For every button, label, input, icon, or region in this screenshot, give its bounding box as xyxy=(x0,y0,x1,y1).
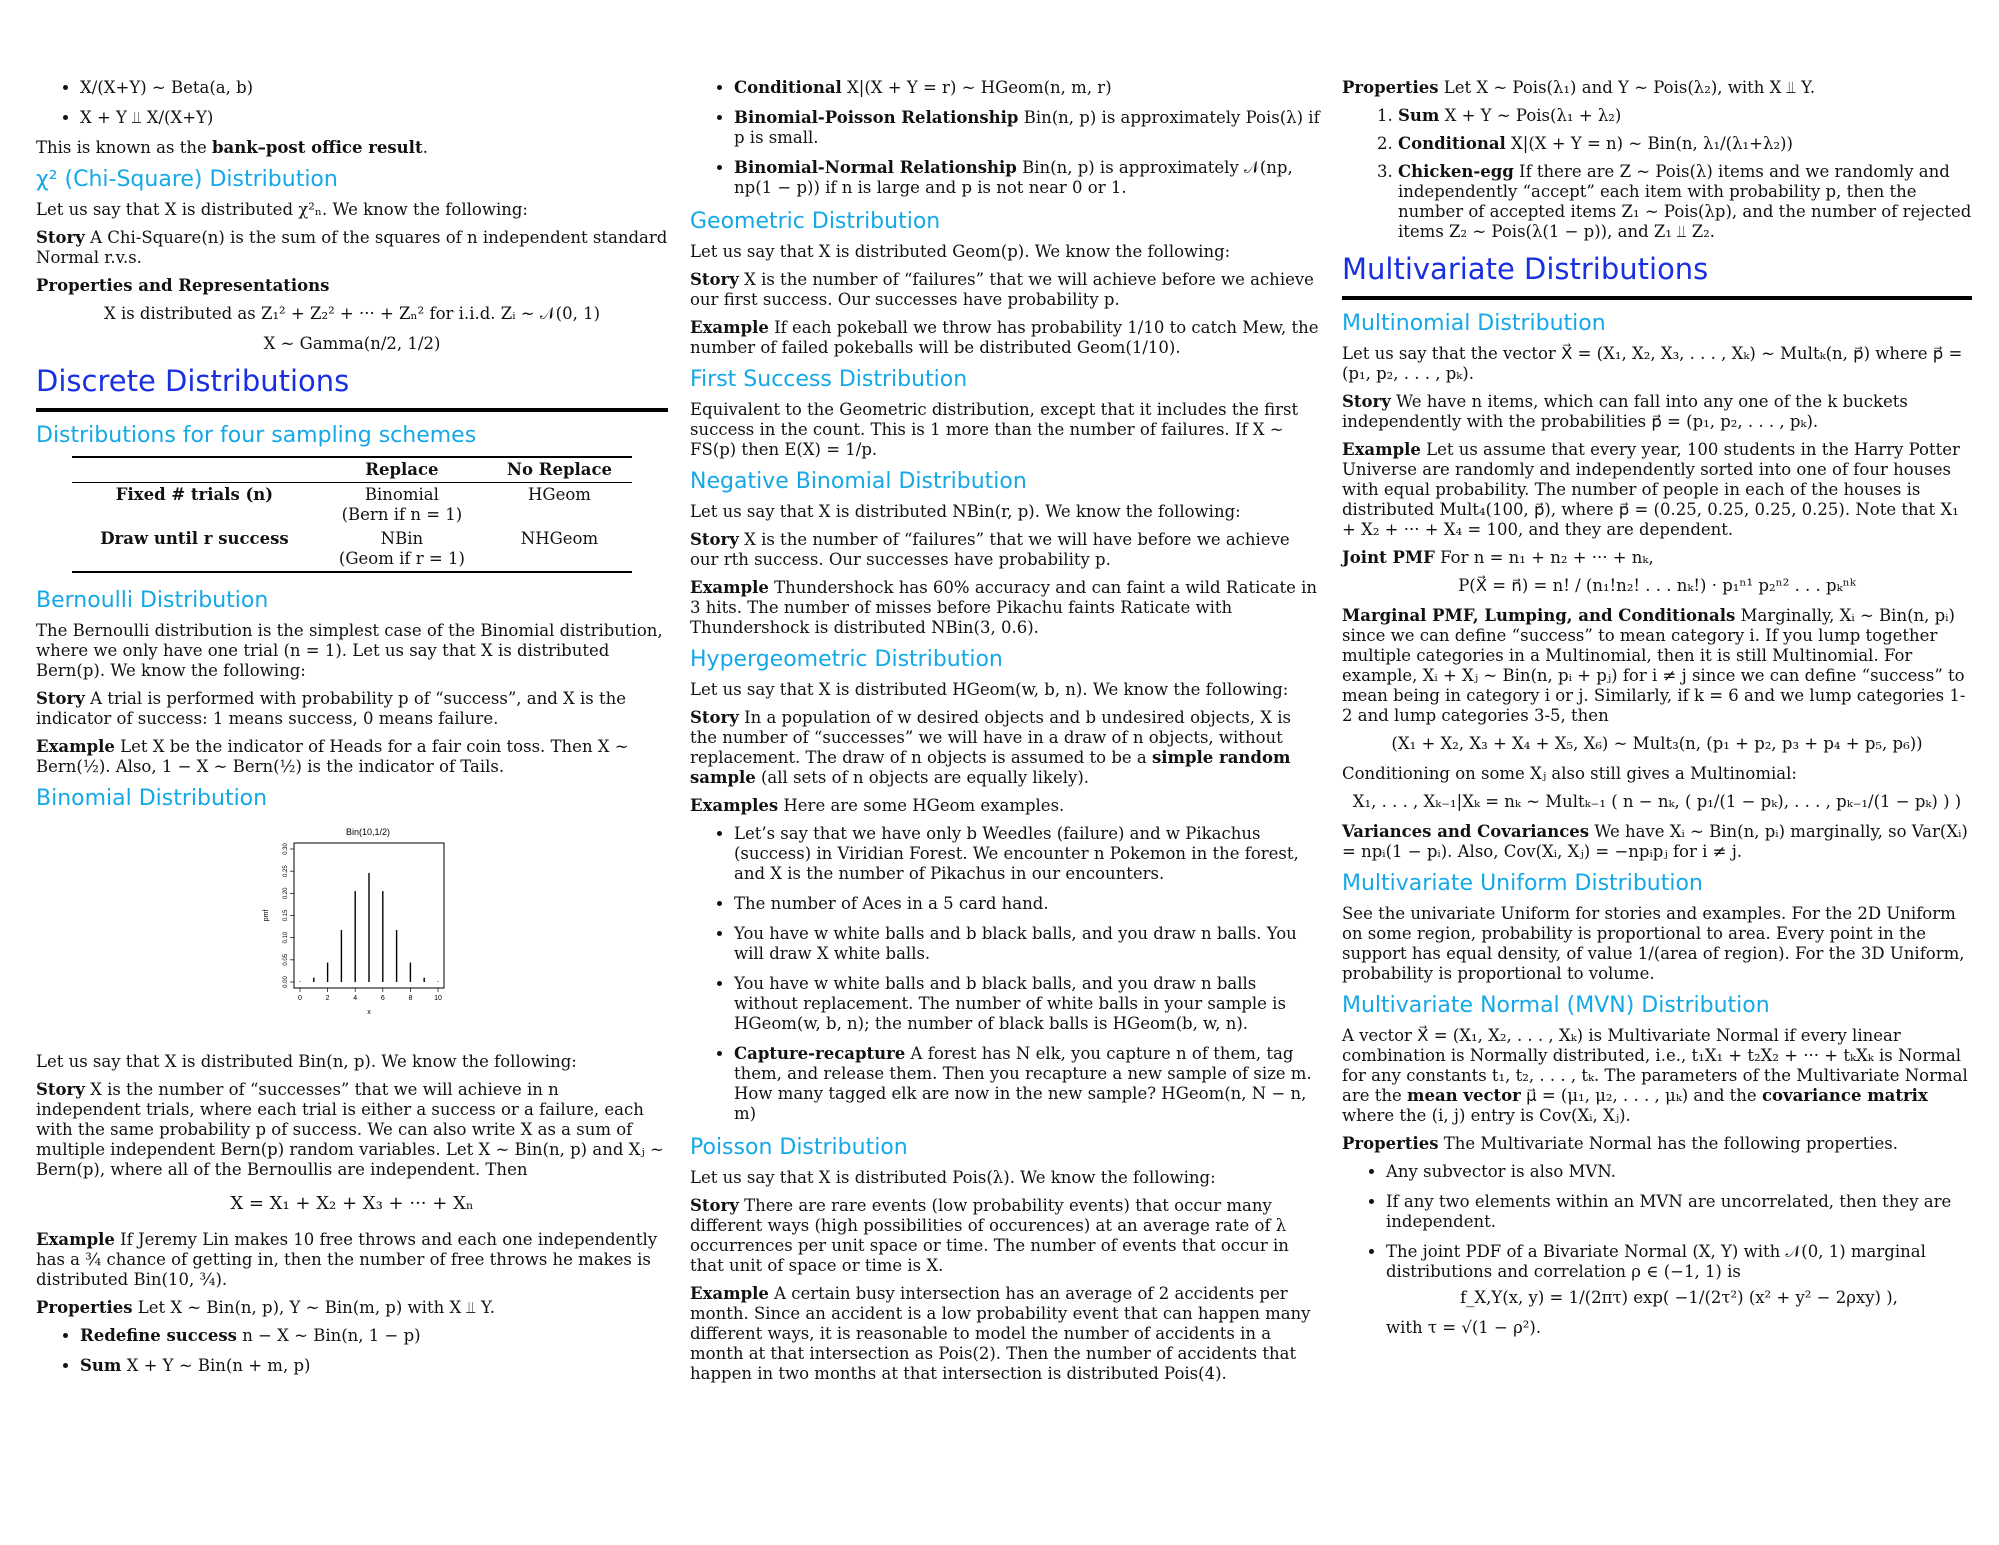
list-item xyxy=(1386,1192,1972,1232)
first-success-text: Equivalent to the Geometric distribution, except that it includes the first success in the count. This is 1 more than the number of failures. If X ~ FS(p) then E(X) = 1/p. xyxy=(690,400,1299,459)
binomial-example xyxy=(36,1230,668,1290)
poisson-story xyxy=(690,1196,1320,1276)
list-item xyxy=(1386,1162,1972,1182)
text: Let X be the indicator of Heads for a fair coin toss. Then X ~ Bern(½). Also, 1 − X ~ Bern(½) is the indicator of Tails. xyxy=(36,737,629,776)
geometric-example xyxy=(690,318,1320,358)
properties-label: Properties xyxy=(1342,1134,1439,1153)
item-label: Sum xyxy=(80,1356,122,1375)
hypergeometric-examples-list xyxy=(690,824,1320,1124)
list-item xyxy=(80,1326,668,1346)
hypergeometric-intro: Let us say that X is distributed HGeom(w, b, n). We know the following: xyxy=(690,680,1289,699)
x-tick-label: 8 xyxy=(408,995,413,1002)
table-cell: HGeom xyxy=(528,485,591,504)
multinomial-pmf xyxy=(1342,548,1972,568)
multinomial-intro: Let us say that the vector X⃗ = (X₁, X₂, X₃, . . . , Xₖ) ~ Multₖ(n, p⃗) where p⃗ = (p₁, p₂, . . . , pₖ). xyxy=(1342,344,1963,383)
y-tick-label: 0.15 xyxy=(283,909,289,922)
text: We have n items, which can fall into any one of the k buckets independently with the probabilities p⃗ = (p₁, p₂, . . . , pₖ). xyxy=(1342,392,1908,431)
text: The Multivariate Normal has the following properties. xyxy=(1443,1134,1898,1153)
cell-text: (Bern if n = 1) xyxy=(341,505,463,524)
list-item xyxy=(734,1044,1320,1124)
geometric-story xyxy=(690,270,1320,310)
table-cell: Fixed # trials (n) xyxy=(115,485,274,504)
list-item xyxy=(734,78,1320,98)
text: (all sets of n objects are equally likely). xyxy=(755,768,1090,787)
example-label: Example xyxy=(36,1230,115,1249)
item-label: Capture-recapture xyxy=(734,1044,906,1063)
covariance-matrix-term: covariance matrix xyxy=(1761,1086,1928,1105)
table-cell xyxy=(317,527,487,572)
properties-label: Properties xyxy=(1342,78,1439,97)
text: This is known as the xyxy=(36,138,212,157)
chi-intro: Let us say that X is distributed χ²ₙ. We know the following: xyxy=(36,200,528,219)
list-item xyxy=(1398,134,1972,154)
item-text: If any two elements within an MVN are uncorrelated, then they are independent. xyxy=(1386,1192,1952,1231)
x-axis-label: x xyxy=(367,1009,371,1016)
binomial-properties-list xyxy=(36,1326,668,1376)
poisson-properties-list xyxy=(1342,106,1972,242)
text: Here are some HGeom examples. xyxy=(783,796,1065,815)
text: A certain busy intersection has an average of 2 accidents per month. Since an accident is a low probability event that can happen many different ways, it is reasonable to model the number of accidents in a month at that intersection as Pois(2). Then the number of accidents that happen in two months at that intersection is distributed Pois(4). xyxy=(690,1284,1311,1383)
multinomial-story xyxy=(1342,392,1972,432)
story-label: Story xyxy=(36,228,85,247)
x-tick-label: 10 xyxy=(434,995,442,1002)
discrete-title: Discrete Distributions xyxy=(36,364,350,398)
table-header-cell: Replace xyxy=(365,460,439,479)
table-row xyxy=(72,527,632,572)
tau-definition: with τ = √(1 − ρ²). xyxy=(1386,1318,1542,1337)
geometric-intro: Let us say that X is distributed Geom(p). We know the following: xyxy=(690,242,1231,261)
y-tick-label: 0.20 xyxy=(283,887,289,900)
mvn-heading: Multivariate Normal (MVN) Distribution xyxy=(1342,993,1770,1018)
poisson-heading: Poisson Distribution xyxy=(690,1135,908,1160)
binomial-relationships-list xyxy=(690,78,1320,198)
item-text: The joint PDF of a Bivariate Normal (X, Y) with 𝒩(0, 1) marginal distributions and correlation ρ ∈ (−1, 1) is xyxy=(1386,1242,1926,1281)
section-rule xyxy=(36,408,668,412)
bernoulli-intro: The Bernoulli distribution is the simplest case of the Binomial distribution, where we only have one trial (n = 1). Let us say that X is distributed Bern(p). We know the following: xyxy=(36,621,663,680)
text: X is the number of “failures” that we will achieve before we achieve our first success. Our successes have probability p. xyxy=(690,270,1314,309)
story-label: Story xyxy=(690,1196,739,1215)
text: If each pokeball we throw has probability 1/10 to catch Mew, the number of failed pokeballs will be distributed Geom(1/10). xyxy=(690,318,1319,357)
list-item xyxy=(80,78,668,98)
example-label: Example xyxy=(690,318,769,337)
x-tick-label: 0 xyxy=(298,995,302,1002)
bullet-text: X/(X+Y) ~ Beta(a, b) xyxy=(80,78,254,97)
column-3 xyxy=(1342,78,1972,1348)
mvn-properties-list xyxy=(1342,1162,1972,1338)
story-label: Story xyxy=(690,270,739,289)
item-label: Redefine success xyxy=(80,1326,237,1345)
bank-post-term: bank–post office result xyxy=(211,138,423,157)
list-item xyxy=(1386,1242,1972,1338)
list-item xyxy=(734,158,1320,198)
y-axis xyxy=(283,843,294,988)
section-rule xyxy=(1342,296,1972,300)
beta-bullets xyxy=(36,78,668,128)
properties-label: Properties xyxy=(36,1298,133,1317)
x-axis xyxy=(298,988,442,1002)
item-text: X + Y ~ Pois(λ₁ + λ₂) xyxy=(1444,106,1622,125)
text: A trial is performed with probability p of “success”, and X is the indicator of success: 1 means success, 0 means failure. xyxy=(36,689,627,728)
bars-group xyxy=(300,873,438,982)
list-item xyxy=(734,924,1320,964)
negative-binomial-intro: Let us say that X is distributed NBin(r, p). We know the following: xyxy=(690,502,1241,521)
story-label: Story xyxy=(36,1080,85,1099)
multivariate-title: Multivariate Distributions xyxy=(1342,252,1709,286)
text: We have Xᵢ ~ Bin(n, pᵢ) marginally, so Var(Xᵢ) = npᵢ(1 − pᵢ). Also, Cov(Xᵢ, Xⱼ) = −npᵢpⱼ for i ≠ j. xyxy=(1342,822,1968,861)
bullet-text: X + Y ⫫ X/(X+Y) xyxy=(80,108,214,127)
item-text: Let’s say that we have only b Weedles (failure) and w Pikachus (success) in Viridian Forest. We encounter n Pokemon in the forest, and X is the number of Pikachus in our encounters. xyxy=(734,824,1299,883)
example-label: Example xyxy=(36,737,115,756)
list-item xyxy=(1398,162,1972,242)
item-text: Bin(n, p) is approximately Pois(λ) if p is small. xyxy=(734,108,1320,147)
item-text: X + Y ~ Bin(n + m, p) xyxy=(126,1356,311,1375)
variances-covariances xyxy=(1342,822,1972,862)
first-success-heading: First Success Distribution xyxy=(690,367,968,392)
mvn-properties xyxy=(1342,1134,1972,1154)
y-tick-label: 0.25 xyxy=(283,865,289,878)
cell-text: (Geom if r = 1) xyxy=(338,549,465,568)
text: In a population of w desired objects and b undesired objects, X is the number of “successes” we will have in a draw of n objects, without replacement. The draw of n objects is assumed to be a xyxy=(690,708,1292,767)
text: There are rare events (low probability events) that occur many different ways (high possibilities of occurences) at an average rate of λ occurrences per unit space or time. The number of events that occur in that unit of space or time is X. xyxy=(690,1196,1289,1275)
text: If Jeremy Lin makes 10 free throws and each one independently has a ¾ chance of getting in, then the number of free throws he makes is distributed Bin(10, ¾). xyxy=(36,1230,658,1289)
text: For n = n₁ + n₂ + ··· + nₖ, xyxy=(1440,548,1654,567)
item-text: A forest has N elk, you capture n of them, tag them, and release them. Then you recapture a new sample of size m. How many tagged elk are now in the new sample? HGeom(n, N − n, m) xyxy=(734,1044,1312,1123)
text: A vector X⃗ = (X₁, X₂, . . . , Xₖ) is Multivariate Normal if every linear combination is Normally distributed, i.e., t₁X₁ + t₂X₂ + ··· + tₖXₖ is Normal for any constants t₁, t₂, . . . , tₖ. The parameters of the Multivariate Normal are the xyxy=(1342,1026,1968,1105)
text: Let us assume that every year, 100 students in the Harry Potter Universe are randomly and independently sorted into one of four houses with equal probability. The number of people in each of the houses is distributed Mult₄(100, p⃗), where p⃗ = (0.25, 0.25, 0.25, 0.25). Note that X₁ + X₂ + ··· + X₄ = 100, and they are dependent. xyxy=(1342,440,1960,539)
text: X is the number of “failures” that we will have before we achieve our rth success. Our successes have probability p. xyxy=(690,530,1290,569)
poisson-intro: Let us say that X is distributed Pois(λ). We know the following: xyxy=(690,1168,1216,1187)
item-text: X|(X + Y = r) ~ HGeom(n, m, r) xyxy=(847,78,1112,97)
item-text: Bin(n, p) is approximately 𝒩(np, np(1 − p)) if n is large and p is not near 0 or 1. xyxy=(734,158,1293,197)
x-tick-label: 2 xyxy=(325,995,330,1002)
text: where the (i, j) entry is Cov(Xᵢ, Xⱼ). xyxy=(1342,1106,1631,1125)
list-item xyxy=(80,108,668,128)
negative-binomial-heading: Negative Binomial Distribution xyxy=(690,469,1027,494)
bernoulli-story xyxy=(36,689,668,729)
sampling-table xyxy=(72,456,632,573)
story-label: Story xyxy=(690,530,739,549)
hypergeometric-heading: Hypergeometric Distribution xyxy=(690,647,1003,672)
chi-story xyxy=(36,228,668,268)
text: A Chi-Square(n) is the sum of the squares of n independent standard Normal r.v.s. xyxy=(36,228,668,267)
properties-label: Properties and Representations xyxy=(36,276,330,295)
table-header-row xyxy=(72,457,632,483)
binomial-story xyxy=(36,1080,668,1180)
item-text: You have w white balls and b black balls, and you draw n balls without replacement. The number of white balls in your sample is HGeom(w, b, n); the number of black balls is HGeom(b, w, n). xyxy=(734,974,1286,1033)
table-cell: NHGeom xyxy=(520,529,599,548)
hypergeometric-examples xyxy=(690,796,1320,816)
item-text: n − X ~ Bin(n, 1 − p) xyxy=(242,1326,421,1345)
x-tick-label: 4 xyxy=(353,995,358,1002)
item-text: Any subvector is also MVN. xyxy=(1386,1162,1616,1181)
variances-label: Variances and Covariances xyxy=(1342,822,1590,841)
hypergeometric-story xyxy=(690,708,1320,788)
item-text: X|(X + Y = n) ~ Bin(n, λ₁/(λ₁+λ₂)) xyxy=(1511,134,1793,153)
poisson-properties xyxy=(1342,78,1972,98)
item-label: Binomial-Normal Relationship xyxy=(734,158,1017,177)
list-item xyxy=(80,1356,668,1376)
bank-post-note xyxy=(36,138,668,158)
list-item xyxy=(1398,106,1972,126)
text: Let X ~ Bin(n, p), Y ~ Bin(m, p) with X ⫫ Y. xyxy=(137,1298,495,1317)
table-header-cell xyxy=(72,457,317,483)
examples-label: Examples xyxy=(690,796,779,815)
table-cell xyxy=(317,483,487,528)
multinomial-heading: Multinomial Distribution xyxy=(1342,311,1606,336)
binomial-sum-equation: X = X₁ + X₂ + X₃ + ··· + Xₙ xyxy=(230,1193,474,1214)
text: . xyxy=(422,138,428,157)
bernoulli-heading: Bernoulli Distribution xyxy=(36,588,269,613)
list-item xyxy=(734,974,1320,1034)
multinomial-marginal xyxy=(1342,606,1972,726)
srs-term: simple random sample xyxy=(690,748,1291,787)
example-label: Example xyxy=(1342,440,1421,459)
multinomial-pmf-equation: P(X⃗ = n⃗) = n! / (n₁!n₂! . . . nₖ!) · p₁ⁿ¹ p₂ⁿ² . . . pₖⁿᵏ xyxy=(1458,576,1856,595)
story-label: Story xyxy=(690,708,739,727)
text: Marginally, Xᵢ ~ Bin(n, pᵢ) since we can define “success” to mean category i. If you lump together multiple categories in a Multinomial, then it is still Multinomial. For example, Xᵢ + Xⱼ ~ Bin(n, pᵢ + pⱼ) for i ≠ j since we can define “success” to mean being in category i or j. Similarly, if k = 6 and we lump categories 1-2 and lump categories 3-5, then xyxy=(1342,606,1966,725)
x-tick-label: 6 xyxy=(380,995,385,1002)
table-header-cell: No Replace xyxy=(506,460,613,479)
conditioning-equation: X₁, . . . , Xₖ₋₁|Xₖ = nₖ ~ Multₖ₋₁ ( n − nₖ, ( p₁/(1 − pₖ), . . . , pₖ₋₁/(1 − pₖ) ) ) xyxy=(1352,792,1962,811)
cell-text: NBin xyxy=(380,529,424,548)
example-label: Example xyxy=(690,1284,769,1303)
binomial-properties xyxy=(36,1298,668,1318)
y-tick-label: 0.10 xyxy=(283,931,289,944)
table-row xyxy=(72,483,632,528)
four-schemes-heading: Distributions for four sampling schemes xyxy=(36,423,477,448)
column-1 xyxy=(36,78,668,1386)
chi-equation-1: X is distributed as Z₁² + Z₂² + ··· + Zₙ² for i.i.d. Zᵢ ~ 𝒩(0, 1) xyxy=(103,304,601,323)
table-cell: Draw until r success xyxy=(100,529,289,548)
negative-binomial-story xyxy=(690,530,1320,570)
poisson-example xyxy=(690,1284,1320,1384)
marginal-label: Marginal PMF, Lumping, and Conditionals xyxy=(1342,606,1736,625)
text: Let X ~ Pois(λ₁) and Y ~ Pois(λ₂), with X ⫫ Y. xyxy=(1443,78,1816,97)
item-label: Sum xyxy=(1398,106,1440,125)
item-label: Conditional xyxy=(1398,134,1506,153)
chi-square-heading: χ² (Chi-Square) Distribution xyxy=(36,167,338,192)
text: X is the number of “successes” that we will achieve in n independent trials, where each trial is either a success or a failure, each with the same probability p of success. We can also write X as a sum of multiple independent Bern(p) random variables. Let X ~ Bin(n, p) and Xⱼ ~ Bern(p), where all of the Bernoullis are independent. Then xyxy=(36,1080,664,1179)
lumping-equation: (X₁ + X₂, X₃ + X₄ + X₅, X₆) ~ Mult₃(n, (p₁ + p₂, p₃ + p₄ + p₅, p₆)) xyxy=(1391,734,1923,753)
binomial-heading: Binomial Distribution xyxy=(36,786,268,811)
list-item xyxy=(734,824,1320,884)
y-tick-label: 0.00 xyxy=(283,976,289,988)
mean-vector-term: mean vector xyxy=(1407,1086,1521,1105)
story-label: Story xyxy=(1342,392,1391,411)
example-label: Example xyxy=(690,578,769,597)
y-axis-label: pmf xyxy=(263,909,270,922)
text: μ⃗ = (μ₁, μ₂, . . . , μₖ) and the xyxy=(1520,1086,1762,1105)
bivariate-pdf-equation: f_X,Y(x, y) = 1/(2πτ) exp( −1/(2τ²) (x² + y² − 2ρxy) ), xyxy=(1460,1288,1898,1307)
chart-title: Bin(10,1/2) xyxy=(345,827,391,837)
item-label: Chicken-egg xyxy=(1398,162,1514,181)
geometric-heading: Geometric Distribution xyxy=(690,209,941,234)
binomial-intro: Let us say that X is distributed Bin(n, p). We know the following: xyxy=(36,1052,577,1071)
cell-text: Binomial xyxy=(364,485,439,504)
y-tick-label: 0.05 xyxy=(283,953,289,966)
chi-equation-2: X ~ Gamma(n/2, 1/2) xyxy=(263,334,441,353)
story-label: Story xyxy=(36,689,85,708)
list-item xyxy=(734,108,1320,148)
item-text: If there are Z ~ Pois(λ) items and we randomly and independently “accept” each item with probability p, then the number of accepted items Z₁ ~ Pois(λp), and the number of rejected items Z₂ ~ Pois(λ(1 − p)), and Z₁ ⫫ Z₂. xyxy=(1398,162,1972,241)
multivariate-uniform-text: See the univariate Uniform for stories and examples. For the 2D Uniform on some region, probability is proportional to area. Every point in the support has equal density, of value 1/(area of region). For the 3D Uniform, probability is proportional to volume. xyxy=(1342,904,1965,983)
conditioning-text: Conditioning on some Xⱼ also still gives a Multinomial: xyxy=(1342,764,1797,783)
bernoulli-example xyxy=(36,737,668,777)
item-label: Conditional xyxy=(734,78,842,97)
item-text: You have w white balls and b black balls, and you draw n balls. You will draw X white balls. xyxy=(734,924,1297,963)
chi-props xyxy=(36,276,668,296)
negative-binomial-example xyxy=(690,578,1320,638)
multivariate-uniform-heading: Multivariate Uniform Distribution xyxy=(1342,871,1703,896)
pmf-label: Joint PMF xyxy=(1342,548,1435,567)
binomial-pmf-chart xyxy=(242,823,462,1038)
list-item xyxy=(734,894,1320,914)
multinomial-example xyxy=(1342,440,1972,540)
item-text: The number of Aces in a 5 card hand. xyxy=(734,894,1049,913)
mvn-definition xyxy=(1342,1026,1972,1126)
column-2 xyxy=(690,78,1320,1392)
item-label: Binomial-Poisson Relationship xyxy=(734,108,1019,127)
y-tick-label: 0.30 xyxy=(283,843,289,855)
text: Thundershock has 60% accuracy and can faint a wild Raticate in 3 hits. The number of misses before Pikachu faints Raticate with Thundershock is distributed NBin(3, 0.6). xyxy=(690,578,1317,637)
